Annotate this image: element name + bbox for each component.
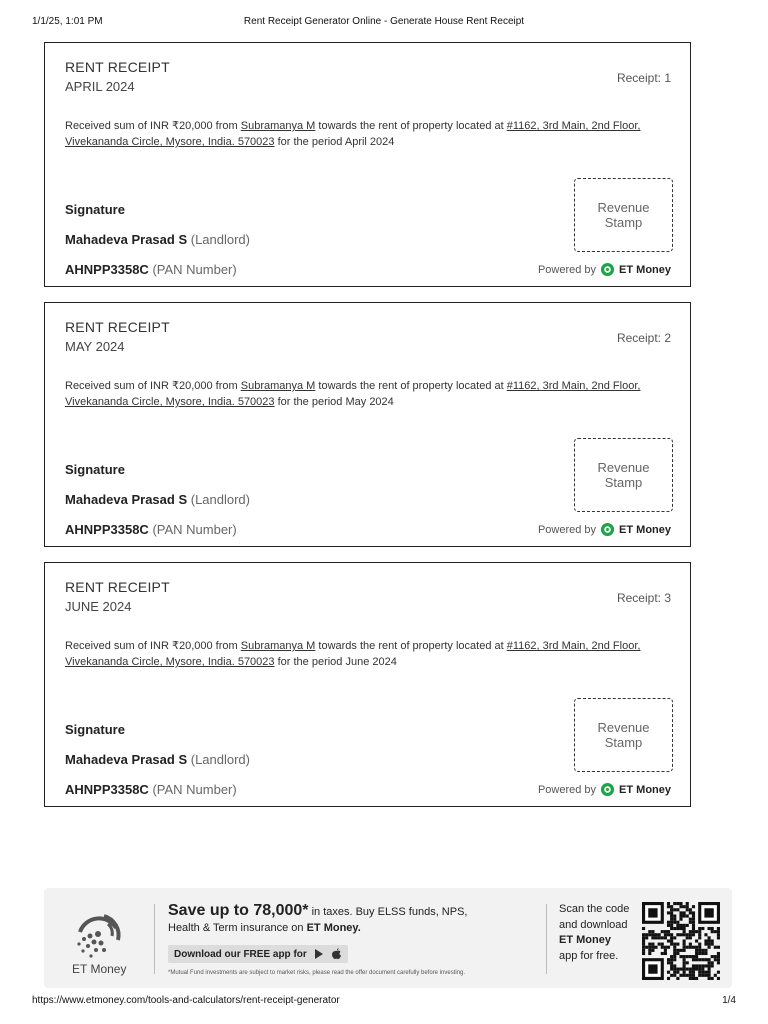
statement-period: for the period April 2024: [274, 136, 395, 148]
et-money-icon: [600, 522, 615, 537]
signature-label: Signature: [65, 202, 125, 217]
page-number: 1/4: [722, 995, 736, 1006]
pan-line: [65, 262, 237, 277]
tenant-name: Subramanya M: [240, 120, 316, 132]
promo-headline: [168, 902, 467, 920]
statement-prefix: Received sum of INR ₹20,000 from: [65, 640, 241, 652]
signature-label: Signature: [65, 722, 125, 737]
promo-rest: in taxes. Buy ELSS funds, NPS,: [308, 906, 468, 918]
statement-period: for the period June 2024: [274, 656, 397, 668]
apple-icon[interactable]: [331, 948, 342, 960]
receipt-heading: RENT RECEIPT: [65, 319, 170, 335]
promo-subline: [168, 922, 361, 934]
tenant-name: Subramanya M: [240, 640, 316, 652]
pan-line: [65, 522, 237, 537]
print-datetime: 1/1/25, 1:01 PM: [32, 16, 103, 27]
powered-by-label: Powered by: [537, 783, 597, 796]
scan-brand: ET Money: [559, 934, 611, 946]
receipt-number: Receipt: 1: [616, 71, 671, 85]
landlord-role: (Landlord): [187, 232, 250, 247]
statement-prefix: Received sum of INR ₹20,000 from: [65, 380, 241, 392]
et-money-brand: ET Money: [619, 263, 671, 276]
landlord-line: [65, 752, 250, 767]
landlord-role: (Landlord): [187, 492, 250, 507]
landlord-name: Mahadeva Prasad S: [65, 492, 188, 507]
revenue-stamp-label: Revenue Stamp: [597, 200, 650, 230]
et-money-logo-icon: [70, 906, 126, 962]
banner-divider-2: [546, 904, 547, 974]
et-money-brand: ET Money: [619, 783, 671, 796]
scan-suffix: app for free.: [559, 949, 619, 962]
scan-instructions: [559, 902, 639, 964]
revenue-stamp-box: [574, 178, 673, 252]
statement-mid: towards the rent of property located at: [315, 120, 507, 132]
property-address: #1162, 3rd Main, 2nd Floor, Vivekananda Circle, Mysore, India. 570023: [65, 380, 641, 408]
landlord-line: [65, 232, 250, 247]
pan-line: [65, 782, 237, 797]
print-footer: [32, 995, 736, 1009]
banner-divider: [154, 904, 155, 974]
pan-number: AHNPP3358C: [65, 262, 149, 277]
signature-label: Signature: [65, 462, 125, 477]
promo-brand: ET Money.: [306, 922, 361, 934]
et-money-icon: [600, 782, 615, 797]
landlord-name: Mahadeva Prasad S: [65, 752, 188, 767]
receipt-statement: [65, 378, 665, 410]
statement-mid: towards the rent of property located at: [315, 640, 507, 652]
et-money-brand: ET Money: [619, 523, 671, 536]
powered-by: [538, 262, 671, 277]
download-app-button[interactable]: [168, 945, 348, 963]
powered-by: [538, 782, 671, 797]
print-page-title: Rent Receipt Generator Online - Generate House Rent Receipt: [243, 16, 525, 27]
print-header: [32, 16, 736, 30]
revenue-stamp-label: Revenue Stamp: [597, 460, 650, 490]
et-money-icon: [600, 262, 615, 277]
receipt-month: APRIL 2024: [65, 79, 135, 94]
mutual-fund-disclaimer: *Mutual Fund investments are subject to market risks, please read the offer document carefully before investing.: [168, 970, 466, 976]
receipt-statement: [65, 118, 665, 150]
landlord-role: (Landlord): [187, 752, 250, 767]
revenue-stamp-label: Revenue Stamp: [597, 720, 650, 750]
revenue-stamp-box: [574, 698, 673, 772]
rent-receipt-card: [44, 302, 691, 547]
tenant-name: Subramanya M: [240, 380, 316, 392]
property-address: #1162, 3rd Main, 2nd Floor, Vivekananda Circle, Mysore, India. 570023: [65, 640, 641, 668]
pan-label: (PAN Number): [148, 522, 237, 537]
powered-by: [538, 522, 671, 537]
landlord-name: Mahadeva Prasad S: [65, 232, 188, 247]
receipt-month: MAY 2024: [65, 339, 125, 354]
qr-code-icon[interactable]: [640, 902, 722, 980]
pan-number: AHNPP3358C: [65, 522, 149, 537]
pan-label: (PAN Number): [148, 782, 237, 797]
receipt-month: JUNE 2024: [65, 599, 132, 614]
print-url: https://www.etmoney.com/tools-and-calculators/rent-receipt-generator: [32, 995, 340, 1006]
google-play-icon[interactable]: [313, 948, 325, 960]
promo-line2: Health & Term insurance on: [168, 922, 307, 934]
statement-mid: towards the rent of property located at: [315, 380, 507, 392]
pan-label: (PAN Number): [148, 262, 237, 277]
rent-receipt-card: [44, 562, 691, 807]
receipt-heading: RENT RECEIPT: [65, 579, 170, 595]
receipt-number: Receipt: 3: [616, 591, 671, 605]
download-label: Download our FREE app for: [174, 948, 307, 960]
promo-banner[interactable]: [44, 888, 732, 988]
statement-period: for the period May 2024: [274, 396, 394, 408]
receipt-heading: RENT RECEIPT: [65, 59, 170, 75]
landlord-line: [65, 492, 250, 507]
pan-number: AHNPP3358C: [65, 782, 149, 797]
rent-receipt-card: [44, 42, 691, 287]
receipt-statement: [65, 638, 665, 670]
property-address: #1162, 3rd Main, 2nd Floor, Vivekananda Circle, Mysore, India. 570023: [65, 120, 641, 148]
banner-logo-text: ET Money: [72, 962, 127, 976]
statement-prefix: Received sum of INR ₹20,000 from: [65, 120, 241, 132]
powered-by-label: Powered by: [537, 263, 597, 276]
powered-by-label: Powered by: [537, 523, 597, 536]
scan-text: Scan the code and download: [559, 903, 630, 931]
revenue-stamp-box: [574, 438, 673, 512]
promo-amount: Save up to 78,000*: [168, 902, 309, 919]
receipt-number: Receipt: 2: [616, 331, 671, 345]
